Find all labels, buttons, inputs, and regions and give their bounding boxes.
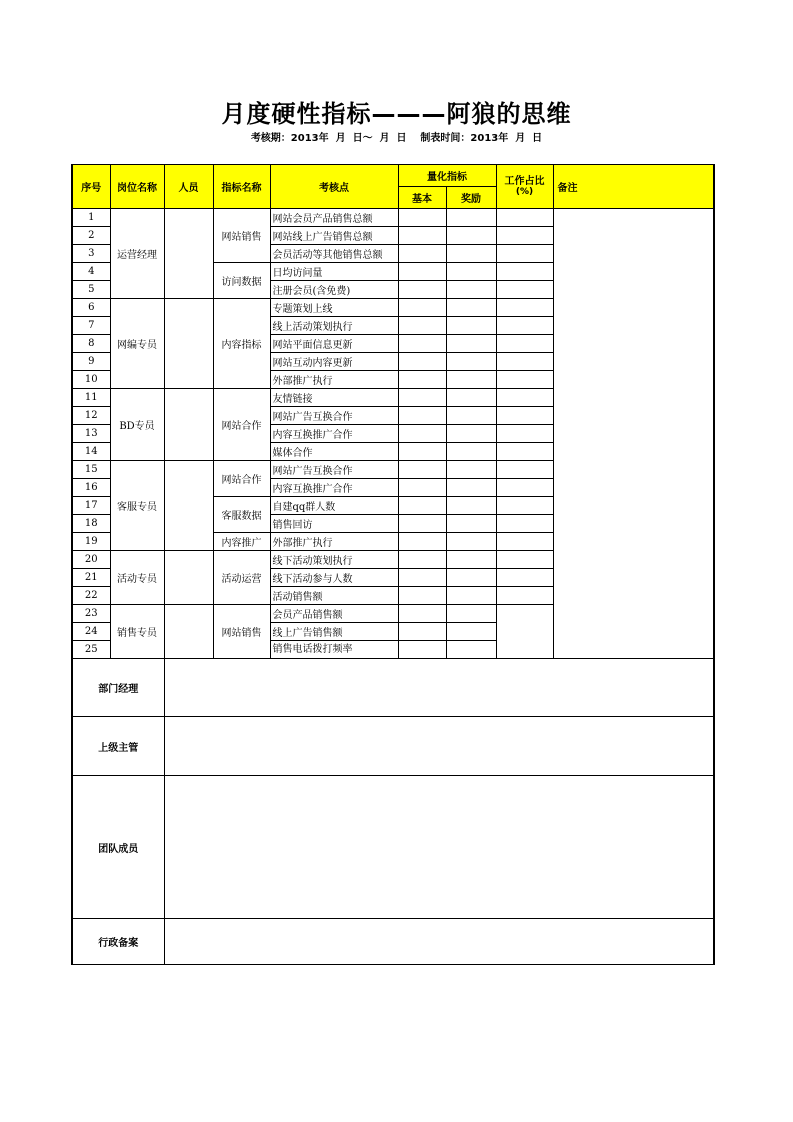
- header-note: 备注: [553, 165, 714, 209]
- basic-cell[interactable]: [398, 497, 446, 515]
- reward-cell[interactable]: [446, 245, 496, 263]
- position-cell: BD专员: [110, 389, 164, 461]
- signature-label: 团队成员: [72, 776, 164, 919]
- row-number: 5: [72, 281, 110, 299]
- page-title: 月度硬性指标———阿狼的思维: [221, 100, 572, 128]
- signature-field[interactable]: [164, 776, 714, 919]
- ratio-cell[interactable]: [496, 569, 553, 587]
- basic-cell[interactable]: [398, 371, 446, 389]
- point-cell: 线上广告销售额: [270, 623, 398, 641]
- point-cell: 网站线上广告销售总额: [270, 227, 398, 245]
- reward-cell[interactable]: [446, 389, 496, 407]
- point-cell: 内容互换推广合作: [270, 425, 398, 443]
- indicator-cell: 客服数据: [213, 497, 270, 533]
- point-cell: 媒体合作: [270, 443, 398, 461]
- ratio-cell[interactable]: [496, 299, 553, 317]
- header-quant: 量化指标: [398, 165, 496, 187]
- header-row: [72, 165, 714, 187]
- person-cell[interactable]: [164, 209, 213, 299]
- signature-label: 上级主管: [72, 717, 164, 776]
- basic-cell[interactable]: [398, 209, 446, 227]
- row-number: 21: [72, 569, 110, 587]
- point-cell: 内容互换推广合作: [270, 479, 398, 497]
- row-number: 17: [72, 497, 110, 515]
- basic-cell[interactable]: [398, 515, 446, 533]
- ratio-cell[interactable]: [496, 245, 553, 263]
- row-number: 15: [72, 461, 110, 479]
- ratio-cell[interactable]: [496, 515, 553, 533]
- basic-cell[interactable]: [398, 281, 446, 299]
- point-cell: 网站会员产品销售总额: [270, 209, 398, 227]
- basic-cell[interactable]: [398, 461, 446, 479]
- row-number: 16: [72, 479, 110, 497]
- row-number: 14: [72, 443, 110, 461]
- reward-cell[interactable]: [446, 353, 496, 371]
- reward-cell[interactable]: [446, 551, 496, 569]
- ratio-cell[interactable]: [496, 533, 553, 551]
- person-cell[interactable]: [164, 389, 213, 461]
- point-cell: 会员活动等其他销售总额: [270, 245, 398, 263]
- row-number: 25: [72, 641, 110, 659]
- reward-cell[interactable]: [446, 317, 496, 335]
- indicator-cell: 网站销售: [213, 605, 270, 659]
- basic-cell[interactable]: [398, 605, 446, 623]
- ratio-cell[interactable]: [496, 443, 553, 461]
- position-cell: 网编专员: [110, 299, 164, 389]
- row-number: 7: [72, 317, 110, 335]
- assessment-period: 考核期：2013年 月 日～ 月 日 制表时间：2013年 月 日: [250, 133, 543, 144]
- header-basic: 基本: [398, 187, 446, 209]
- point-cell: 线下活动参与人数: [270, 569, 398, 587]
- signature-label: 行政备案: [72, 919, 164, 965]
- signature-field[interactable]: [164, 659, 714, 717]
- reward-cell[interactable]: [446, 281, 496, 299]
- point-cell: 网站广告互换合作: [270, 461, 398, 479]
- row-number: 1: [72, 209, 110, 227]
- reward-cell[interactable]: [446, 533, 496, 551]
- basic-cell[interactable]: [398, 479, 446, 497]
- basic-cell[interactable]: [398, 299, 446, 317]
- point-cell: 销售电话拨打频率: [270, 641, 398, 659]
- indicator-cell: 活动运营: [213, 551, 270, 605]
- basic-cell[interactable]: [398, 533, 446, 551]
- reward-cell[interactable]: [446, 497, 496, 515]
- table-row: [72, 209, 714, 227]
- person-cell[interactable]: [164, 605, 213, 659]
- ratio-cell[interactable]: [496, 587, 553, 605]
- row-number: 11: [72, 389, 110, 407]
- point-cell: 友情链接: [270, 389, 398, 407]
- position-cell: 销售专员: [110, 605, 164, 659]
- row-number: 18: [72, 515, 110, 533]
- reward-cell[interactable]: [446, 371, 496, 389]
- ratio-cell[interactable]: [496, 461, 553, 479]
- point-cell: 网站互动内容更新: [270, 353, 398, 371]
- basic-cell[interactable]: [398, 227, 446, 245]
- row-number: 8: [72, 335, 110, 353]
- point-cell: 外部推广执行: [270, 533, 398, 551]
- position-cell: 客服专员: [110, 461, 164, 551]
- basic-cell[interactable]: [398, 263, 446, 281]
- ratio-cell[interactable]: [496, 263, 553, 281]
- row-number: 12: [72, 407, 110, 425]
- reward-cell[interactable]: [446, 335, 496, 353]
- basic-cell[interactable]: [398, 353, 446, 371]
- ratio-cell[interactable]: [496, 227, 553, 245]
- ratio-cell[interactable]: [496, 317, 553, 335]
- header-reward: 奖励: [446, 187, 496, 209]
- header-point: 考核点: [270, 165, 398, 209]
- basic-cell[interactable]: [398, 425, 446, 443]
- ratio-cell[interactable]: [496, 209, 553, 227]
- basic-cell[interactable]: [398, 407, 446, 425]
- row-number: 24: [72, 623, 110, 641]
- ratio-cell[interactable]: [496, 335, 553, 353]
- signature-row: [72, 919, 714, 965]
- header-person: 人员: [164, 165, 213, 209]
- basic-cell[interactable]: [398, 551, 446, 569]
- signature-label: 部门经理: [72, 659, 164, 717]
- reward-cell[interactable]: [446, 425, 496, 443]
- reward-cell[interactable]: [446, 407, 496, 425]
- reward-cell[interactable]: [446, 443, 496, 461]
- ratio-cell[interactable]: [496, 605, 553, 659]
- ratio-cell[interactable]: [496, 389, 553, 407]
- reward-cell[interactable]: [446, 479, 496, 497]
- reward-cell[interactable]: [446, 299, 496, 317]
- header-ratio: [496, 165, 553, 209]
- signature-row: [72, 717, 714, 776]
- indicator-cell: 网站合作: [213, 389, 270, 461]
- reward-cell[interactable]: [446, 605, 496, 623]
- row-number: 23: [72, 605, 110, 623]
- ratio-cell[interactable]: [496, 551, 553, 569]
- note-cell[interactable]: [553, 209, 714, 659]
- header-seq: 序号: [72, 165, 110, 209]
- header-ratio-label: 工作占比: [504, 175, 545, 187]
- reward-cell[interactable]: [446, 587, 496, 605]
- kpi-table: [71, 164, 715, 965]
- signature-field[interactable]: [164, 717, 714, 776]
- point-cell: 线下活动策划执行: [270, 551, 398, 569]
- point-cell: 日均访问量: [270, 263, 398, 281]
- row-number: 22: [72, 587, 110, 605]
- row-number: 3: [72, 245, 110, 263]
- row-number: 19: [72, 533, 110, 551]
- point-cell: 网站广告互换合作: [270, 407, 398, 425]
- signature-field[interactable]: [164, 919, 714, 965]
- indicator-cell: 网站合作: [213, 461, 270, 497]
- header-position: 岗位名称: [110, 165, 164, 209]
- signature-row: [72, 776, 714, 919]
- ratio-cell[interactable]: [496, 479, 553, 497]
- basic-cell[interactable]: [398, 569, 446, 587]
- reward-cell[interactable]: [446, 461, 496, 479]
- indicator-cell: 内容指标: [213, 299, 270, 389]
- basic-cell[interactable]: [398, 335, 446, 353]
- row-number: 9: [72, 353, 110, 371]
- point-cell: 销售回访: [270, 515, 398, 533]
- row-number: 20: [72, 551, 110, 569]
- indicator-cell: 访问数据: [213, 263, 270, 299]
- indicator-cell: 网站销售: [213, 209, 270, 263]
- row-number: 4: [72, 263, 110, 281]
- ratio-cell[interactable]: [496, 281, 553, 299]
- reward-cell[interactable]: [446, 641, 496, 659]
- person-cell[interactable]: [164, 461, 213, 551]
- reward-cell[interactable]: [446, 227, 496, 245]
- header-ratio-unit: (%): [515, 186, 534, 197]
- position-cell: 运营经理: [110, 209, 164, 299]
- point-cell: 自建qq群人数: [270, 497, 398, 515]
- ratio-cell[interactable]: [496, 353, 553, 371]
- basic-cell[interactable]: [398, 641, 446, 659]
- row-number: 2: [72, 227, 110, 245]
- position-cell: 活动专员: [110, 551, 164, 605]
- row-number: 13: [72, 425, 110, 443]
- basic-cell[interactable]: [398, 389, 446, 407]
- ratio-cell[interactable]: [496, 425, 553, 443]
- basic-cell[interactable]: [398, 623, 446, 641]
- basic-cell[interactable]: [398, 443, 446, 461]
- signature-row: [72, 659, 714, 717]
- point-cell: 注册会员(含免费): [270, 281, 398, 299]
- point-cell: 线上活动策划执行: [270, 317, 398, 335]
- basic-cell[interactable]: [398, 317, 446, 335]
- ratio-cell[interactable]: [496, 371, 553, 389]
- reward-cell[interactable]: [446, 569, 496, 587]
- reward-cell[interactable]: [446, 623, 496, 641]
- indicator-cell: 内容推广: [213, 533, 270, 551]
- person-cell[interactable]: [164, 299, 213, 389]
- row-number: 6: [72, 299, 110, 317]
- reward-cell[interactable]: [446, 263, 496, 281]
- point-cell: 活动销售额: [270, 587, 398, 605]
- ratio-cell[interactable]: [496, 497, 553, 515]
- ratio-cell[interactable]: [496, 407, 553, 425]
- point-cell: 专题策划上线: [270, 299, 398, 317]
- point-cell: 外部推广执行: [270, 371, 398, 389]
- reward-cell[interactable]: [446, 209, 496, 227]
- point-cell: 会员产品销售额: [270, 605, 398, 623]
- basic-cell[interactable]: [398, 245, 446, 263]
- header-indicator: 指标名称: [213, 165, 270, 209]
- row-number: 10: [72, 371, 110, 389]
- basic-cell[interactable]: [398, 587, 446, 605]
- reward-cell[interactable]: [446, 515, 496, 533]
- point-cell: 网站平面信息更新: [270, 335, 398, 353]
- person-cell[interactable]: [164, 551, 213, 605]
